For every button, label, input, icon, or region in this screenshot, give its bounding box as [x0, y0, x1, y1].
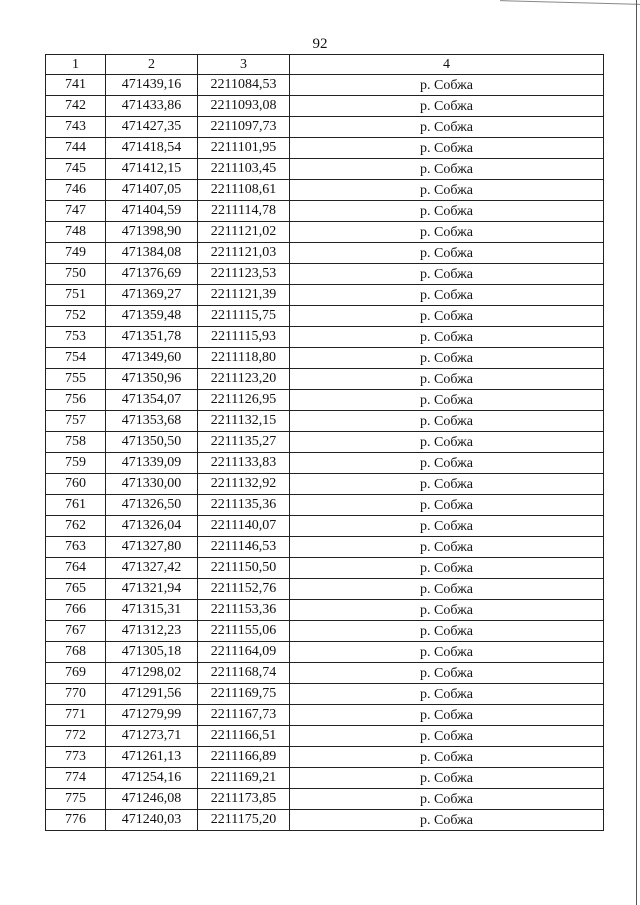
- point-number-cell: 751: [46, 285, 106, 306]
- y-coordinate-cell: 2211097,73: [198, 117, 290, 138]
- description-cell: р. Собжа: [290, 663, 604, 684]
- y-coordinate-cell: 2211164,09: [198, 642, 290, 663]
- table-row: [46, 579, 604, 600]
- description-cell: р. Собжа: [290, 201, 604, 222]
- y-coordinate-cell: 2211121,39: [198, 285, 290, 306]
- y-coordinate-cell: 2211168,74: [198, 663, 290, 684]
- column-header-x: 2: [106, 55, 198, 75]
- description-cell: р. Собжа: [290, 642, 604, 663]
- table-row: [46, 222, 604, 243]
- description-cell: р. Собжа: [290, 243, 604, 264]
- table-row: [46, 348, 604, 369]
- table-row: [46, 411, 604, 432]
- point-number-cell: 760: [46, 474, 106, 495]
- page-edge-line: [636, 0, 637, 905]
- x-coordinate-cell: 471279,99: [106, 705, 198, 726]
- x-coordinate-cell: 471354,07: [106, 390, 198, 411]
- coordinates-table: [45, 54, 604, 831]
- table-row: [46, 495, 604, 516]
- description-cell: р. Собжа: [290, 453, 604, 474]
- point-number-cell: 754: [46, 348, 106, 369]
- y-coordinate-cell: 2211123,20: [198, 369, 290, 390]
- x-coordinate-cell: 471433,86: [106, 96, 198, 117]
- point-number-cell: 774: [46, 768, 106, 789]
- table-row: [46, 159, 604, 180]
- y-coordinate-cell: 2211135,27: [198, 432, 290, 453]
- y-coordinate-cell: 2211152,76: [198, 579, 290, 600]
- description-cell: р. Собжа: [290, 705, 604, 726]
- point-number-cell: 758: [46, 432, 106, 453]
- point-number-cell: 757: [46, 411, 106, 432]
- description-cell: р. Собжа: [290, 726, 604, 747]
- point-number-cell: 748: [46, 222, 106, 243]
- table-row: [46, 621, 604, 642]
- x-coordinate-cell: 471418,54: [106, 138, 198, 159]
- x-coordinate-cell: 471326,50: [106, 495, 198, 516]
- table-row: [46, 747, 604, 768]
- table-row: [46, 117, 604, 138]
- x-coordinate-cell: 471273,71: [106, 726, 198, 747]
- table-row: [46, 663, 604, 684]
- point-number-cell: 763: [46, 537, 106, 558]
- description-cell: р. Собжа: [290, 495, 604, 516]
- description-cell: р. Собжа: [290, 432, 604, 453]
- point-number-cell: 742: [46, 96, 106, 117]
- table-row: [46, 75, 604, 96]
- y-coordinate-cell: 2211135,36: [198, 495, 290, 516]
- point-number-cell: 743: [46, 117, 106, 138]
- description-cell: р. Собжа: [290, 390, 604, 411]
- y-coordinate-cell: 2211166,51: [198, 726, 290, 747]
- description-cell: р. Собжа: [290, 474, 604, 495]
- y-coordinate-cell: 2211150,50: [198, 558, 290, 579]
- x-coordinate-cell: 471349,60: [106, 348, 198, 369]
- x-coordinate-cell: 471404,59: [106, 201, 198, 222]
- table-row: [46, 705, 604, 726]
- table-row: [46, 96, 604, 117]
- y-coordinate-cell: 2211126,95: [198, 390, 290, 411]
- point-number-cell: 767: [46, 621, 106, 642]
- point-number-cell: 769: [46, 663, 106, 684]
- y-coordinate-cell: 2211115,75: [198, 306, 290, 327]
- point-number-cell: 768: [46, 642, 106, 663]
- table-row: [46, 810, 604, 831]
- x-coordinate-cell: 471246,08: [106, 789, 198, 810]
- table-row: [46, 684, 604, 705]
- column-header-description: 4: [290, 55, 604, 75]
- point-number-cell: 776: [46, 810, 106, 831]
- x-coordinate-cell: 471407,05: [106, 180, 198, 201]
- description-cell: р. Собжа: [290, 411, 604, 432]
- x-coordinate-cell: 471291,56: [106, 684, 198, 705]
- scan-edge-line: [500, 0, 640, 5]
- point-number-cell: 759: [46, 453, 106, 474]
- table-header-row: [46, 55, 604, 75]
- point-number-cell: 765: [46, 579, 106, 600]
- y-coordinate-cell: 2211121,03: [198, 243, 290, 264]
- description-cell: р. Собжа: [290, 306, 604, 327]
- x-coordinate-cell: 471254,16: [106, 768, 198, 789]
- x-coordinate-cell: 471261,13: [106, 747, 198, 768]
- y-coordinate-cell: 2211146,53: [198, 537, 290, 558]
- description-cell: р. Собжа: [290, 180, 604, 201]
- y-coordinate-cell: 2211155,06: [198, 621, 290, 642]
- point-number-cell: 770: [46, 684, 106, 705]
- page-number: 92: [312, 36, 328, 52]
- x-coordinate-cell: 471315,31: [106, 600, 198, 621]
- table-row: [46, 243, 604, 264]
- x-coordinate-cell: 471305,18: [106, 642, 198, 663]
- y-coordinate-cell: 2211169,21: [198, 768, 290, 789]
- x-coordinate-cell: 471353,68: [106, 411, 198, 432]
- description-cell: р. Собжа: [290, 348, 604, 369]
- y-coordinate-cell: 2211103,45: [198, 159, 290, 180]
- table-row: [46, 768, 604, 789]
- table-row: [46, 474, 604, 495]
- y-coordinate-cell: 2211132,15: [198, 411, 290, 432]
- y-coordinate-cell: 2211084,53: [198, 75, 290, 96]
- description-cell: р. Собжа: [290, 558, 604, 579]
- column-header-number: 1: [46, 55, 106, 75]
- description-cell: р. Собжа: [290, 684, 604, 705]
- y-coordinate-cell: 2211101,95: [198, 138, 290, 159]
- x-coordinate-cell: 471359,48: [106, 306, 198, 327]
- x-coordinate-cell: 471339,09: [106, 453, 198, 474]
- x-coordinate-cell: 471350,50: [106, 432, 198, 453]
- table-row: [46, 789, 604, 810]
- y-coordinate-cell: 2211173,85: [198, 789, 290, 810]
- table-row: [46, 726, 604, 747]
- table-row: [46, 558, 604, 579]
- y-coordinate-cell: 2211167,73: [198, 705, 290, 726]
- description-cell: р. Собжа: [290, 327, 604, 348]
- table-row: [46, 390, 604, 411]
- table-row: [46, 138, 604, 159]
- y-coordinate-cell: 2211133,83: [198, 453, 290, 474]
- point-number-cell: 746: [46, 180, 106, 201]
- table-row: [46, 537, 604, 558]
- point-number-cell: 775: [46, 789, 106, 810]
- description-cell: р. Собжа: [290, 516, 604, 537]
- table-row: [46, 264, 604, 285]
- x-coordinate-cell: 471398,90: [106, 222, 198, 243]
- point-number-cell: 747: [46, 201, 106, 222]
- x-coordinate-cell: 471298,02: [106, 663, 198, 684]
- point-number-cell: 762: [46, 516, 106, 537]
- description-cell: р. Собжа: [290, 138, 604, 159]
- table-row: [46, 369, 604, 390]
- point-number-cell: 749: [46, 243, 106, 264]
- x-coordinate-cell: 471312,23: [106, 621, 198, 642]
- description-cell: р. Собжа: [290, 768, 604, 789]
- description-cell: р. Собжа: [290, 285, 604, 306]
- point-number-cell: 750: [46, 264, 106, 285]
- point-number-cell: 741: [46, 75, 106, 96]
- point-number-cell: 764: [46, 558, 106, 579]
- y-coordinate-cell: 2211132,92: [198, 474, 290, 495]
- description-cell: р. Собжа: [290, 810, 604, 831]
- table-row: [46, 180, 604, 201]
- column-header-y: 3: [198, 55, 290, 75]
- table-row: [46, 453, 604, 474]
- description-cell: р. Собжа: [290, 537, 604, 558]
- point-number-cell: 766: [46, 600, 106, 621]
- point-number-cell: 745: [46, 159, 106, 180]
- table-row: [46, 201, 604, 222]
- y-coordinate-cell: 2211118,80: [198, 348, 290, 369]
- description-cell: р. Собжа: [290, 600, 604, 621]
- x-coordinate-cell: 471327,42: [106, 558, 198, 579]
- point-number-cell: 755: [46, 369, 106, 390]
- description-cell: р. Собжа: [290, 264, 604, 285]
- x-coordinate-cell: 471327,80: [106, 537, 198, 558]
- table-row: [46, 285, 604, 306]
- point-number-cell: 744: [46, 138, 106, 159]
- x-coordinate-cell: 471384,08: [106, 243, 198, 264]
- y-coordinate-cell: 2211121,02: [198, 222, 290, 243]
- description-cell: р. Собжа: [290, 747, 604, 768]
- table-row: [46, 516, 604, 537]
- point-number-cell: 771: [46, 705, 106, 726]
- description-cell: р. Собжа: [290, 159, 604, 180]
- x-coordinate-cell: 471412,15: [106, 159, 198, 180]
- x-coordinate-cell: 471427,35: [106, 117, 198, 138]
- point-number-cell: 772: [46, 726, 106, 747]
- description-cell: р. Собжа: [290, 75, 604, 96]
- y-coordinate-cell: 2211115,93: [198, 327, 290, 348]
- point-number-cell: 752: [46, 306, 106, 327]
- table-row: [46, 327, 604, 348]
- x-coordinate-cell: 471350,96: [106, 369, 198, 390]
- y-coordinate-cell: 2211166,89: [198, 747, 290, 768]
- description-cell: р. Собжа: [290, 222, 604, 243]
- y-coordinate-cell: 2211140,07: [198, 516, 290, 537]
- description-cell: р. Собжа: [290, 621, 604, 642]
- point-number-cell: 761: [46, 495, 106, 516]
- description-cell: р. Собжа: [290, 369, 604, 390]
- x-coordinate-cell: 471240,03: [106, 810, 198, 831]
- x-coordinate-cell: 471330,00: [106, 474, 198, 495]
- table-row: [46, 306, 604, 327]
- y-coordinate-cell: 2211175,20: [198, 810, 290, 831]
- x-coordinate-cell: 471326,04: [106, 516, 198, 537]
- y-coordinate-cell: 2211153,36: [198, 600, 290, 621]
- y-coordinate-cell: 2211093,08: [198, 96, 290, 117]
- point-number-cell: 753: [46, 327, 106, 348]
- description-cell: р. Собжа: [290, 579, 604, 600]
- y-coordinate-cell: 2211169,75: [198, 684, 290, 705]
- description-cell: р. Собжа: [290, 789, 604, 810]
- y-coordinate-cell: 2211108,61: [198, 180, 290, 201]
- point-number-cell: 773: [46, 747, 106, 768]
- y-coordinate-cell: 2211123,53: [198, 264, 290, 285]
- description-cell: р. Собжа: [290, 96, 604, 117]
- description-cell: р. Собжа: [290, 117, 604, 138]
- table-row: [46, 600, 604, 621]
- table-row: [46, 432, 604, 453]
- x-coordinate-cell: 471351,78: [106, 327, 198, 348]
- x-coordinate-cell: 471321,94: [106, 579, 198, 600]
- table-body: [46, 75, 604, 831]
- y-coordinate-cell: 2211114,78: [198, 201, 290, 222]
- x-coordinate-cell: 471369,27: [106, 285, 198, 306]
- table-row: [46, 642, 604, 663]
- point-number-cell: 756: [46, 390, 106, 411]
- x-coordinate-cell: 471439,16: [106, 75, 198, 96]
- x-coordinate-cell: 471376,69: [106, 264, 198, 285]
